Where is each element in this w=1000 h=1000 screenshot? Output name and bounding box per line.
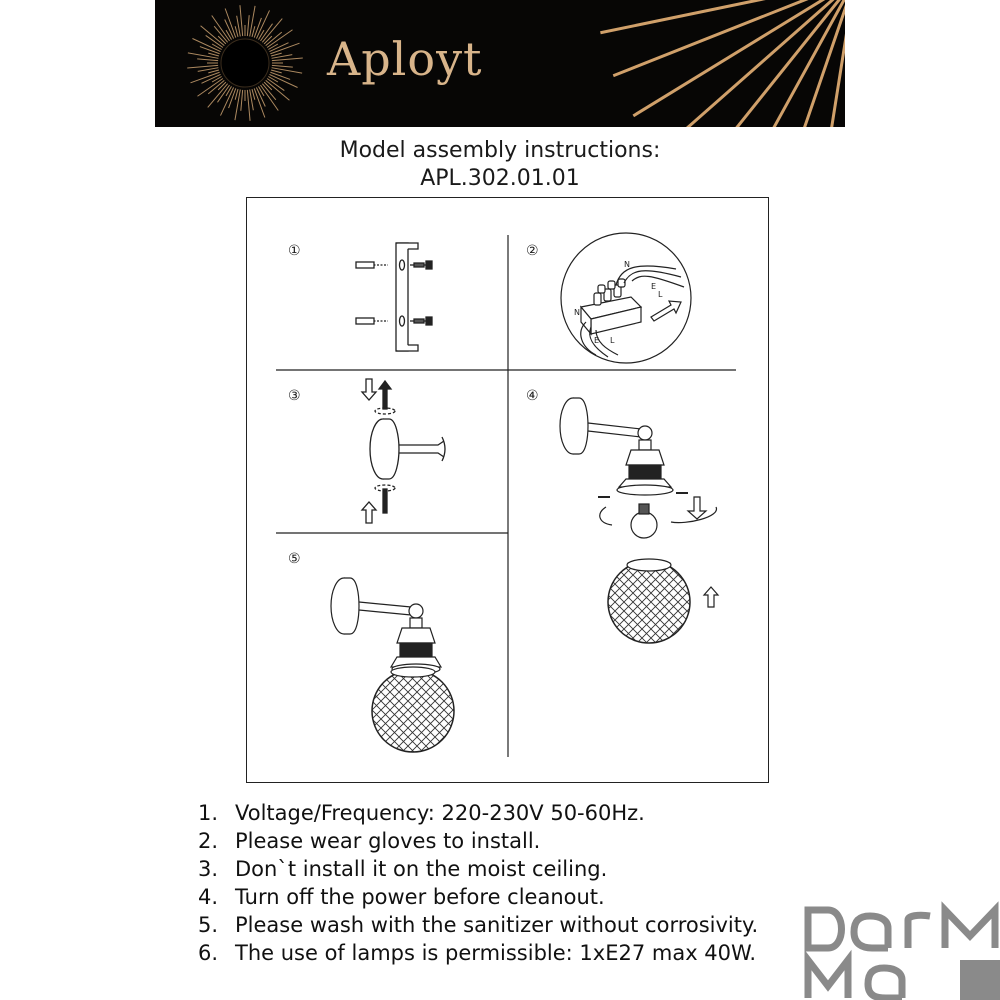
- list-item: 6. The use of lamps is permissible: 1xE27 max 40W.: [198, 941, 757, 965]
- list-item: 2. Please wear gloves to install.: [198, 829, 541, 853]
- brand-logo: Aployt: [327, 32, 483, 86]
- step-1-label: ①: [288, 243, 301, 259]
- list-item: 1. Voltage/Frequency: 220-230V 50-60Hz.: [198, 801, 645, 825]
- svg-text:L: L: [610, 336, 615, 345]
- step-3-label: ③: [288, 388, 301, 404]
- model-number: APL.302.01.01: [420, 166, 580, 191]
- step-3-wall-plate: [362, 379, 445, 523]
- step-4-glass-shade: [608, 559, 718, 643]
- svg-text:L: L: [658, 290, 663, 299]
- step-4-label: ④: [526, 388, 539, 404]
- svg-text:E: E: [594, 336, 600, 345]
- watermark-logo: [800, 900, 1000, 1000]
- svg-text:E: E: [651, 282, 657, 291]
- sunburst-decoration: [155, 0, 845, 127]
- step-5-globe: [372, 667, 454, 752]
- svg-text:DarMa: DarMa: [800, 900, 804, 901]
- list-item: 4. Turn off the power before cleanout.: [198, 885, 605, 909]
- svg-text:N: N: [574, 308, 580, 317]
- page-title: Model assembly instructions:: [339, 138, 661, 163]
- list-item: 3. Don`t install it on the moist ceiling.: [198, 857, 608, 881]
- step-2-label: ②: [526, 243, 539, 259]
- step-5-assembled-lamp: [331, 578, 441, 674]
- assembly-diagram: [246, 197, 769, 783]
- svg-text:N: N: [624, 260, 630, 269]
- step-2-wiring: [561, 233, 691, 363]
- step-4-fixture: [560, 398, 716, 538]
- assembly-drawing: [246, 197, 769, 783]
- header-banner: [155, 0, 845, 127]
- step-1-bracket: [356, 243, 432, 351]
- safety-rules-list: [198, 799, 758, 967]
- list-item: 5. Please wash with the sanitizer without corrosivity.: [198, 913, 759, 937]
- step-5-label: ⑤: [288, 551, 301, 567]
